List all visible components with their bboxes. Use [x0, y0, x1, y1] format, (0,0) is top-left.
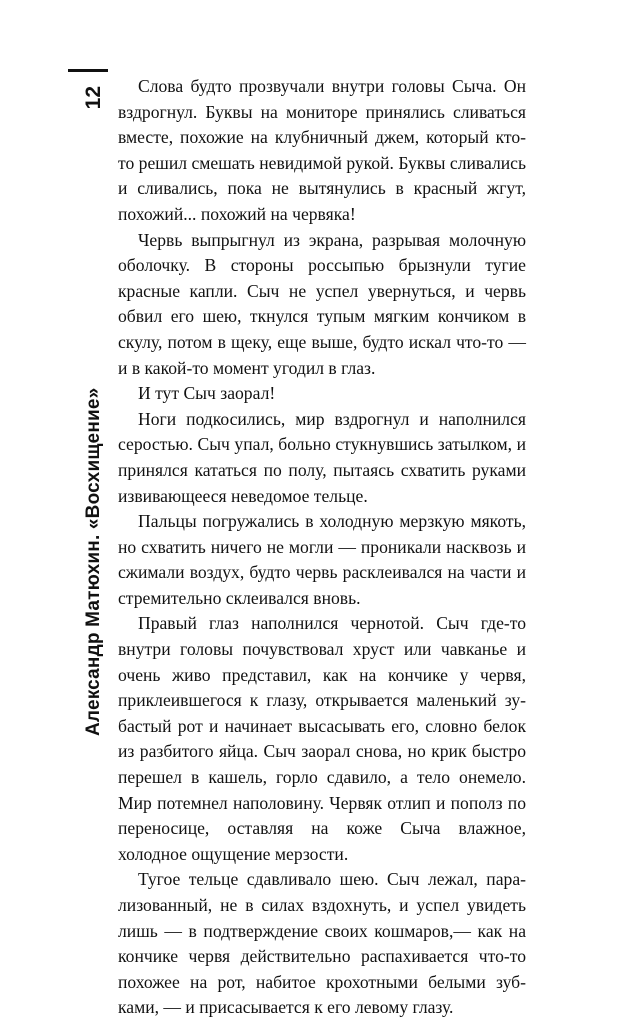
book-title: Александр Матюхин. «Восхищение» [83, 387, 104, 736]
paragraph: И тут Сыч заорал! [138, 383, 276, 404]
paragraph: Правый глаз наполнился чернотой. Сыч где-то внутри головы почувствовал хруст или чавканье и очень живо представил, как на кончике у червя, приклеившегося к глазу, открывается маленький зубастый рот и начинает высасывать его, словно белок из разбитого яйца. Сыч заорал снова, но крик быстро перешел в кашель, горло сдавило, а тело онемело. Мир потемнел наполовину. Червяк отлип и пополз по переносице, оставляя на коже Сыча влажное, холодное ощущение мерзости. [118, 613, 526, 864]
paragraph: Тугое тельце сдавливало шею. Сыч лежал, парализованный, не в силах вздохнуть, и успел увидеть лишь — в подтверждение своих кошмаров,— как на кончике червя действительно распахивается что-то похожее на рот, набитое крохотными белыми зубками, — и присасывается к его левому глазу. [118, 869, 526, 1018]
header-rule [68, 69, 108, 72]
running-header [79, 86, 109, 736]
paragraph: Червь выпрыгнул из экрана, разрывая молочную оболочку. В стороны россыпью брызнули тугие красные капли. Сыч не успел увернуться, и червь обвил его шею, ткнулся тупым мягким кончиком в скулу, потом в щеку, еще выше, будто искал что-то — и в какой-то момент угодил в глаз. [118, 229, 526, 378]
page-number: 12 [82, 86, 105, 110]
paragraph: Пальцы погружались в холодную мерзкую мякоть, но схватить ничего не могли — проникали насквозь и сжимали воздух, будто червь расклеивался на части и стремительно склеивался вновь. [118, 511, 526, 608]
paragraph: Слова будто прозвучали внутри головы Сыча. Он вздрогнул. Буквы на мониторе принялись сливаться вместе, похожие на клубничный джем, который кто-то решил смешать невидимой рукой. Буквы сливались и сливались, пока не вытянулись в красный жгут, похожий... похожий на червяка! [118, 76, 526, 224]
body-text [118, 74, 526, 1021]
paragraph: Ноги подкосились, мир вздрогнул и наполнился серостью. Сыч упал, больно стукнувшись затылком, и принялся кататься по полу, пытаясь схватить руками извивающееся неведомое тельце. [118, 408, 526, 506]
